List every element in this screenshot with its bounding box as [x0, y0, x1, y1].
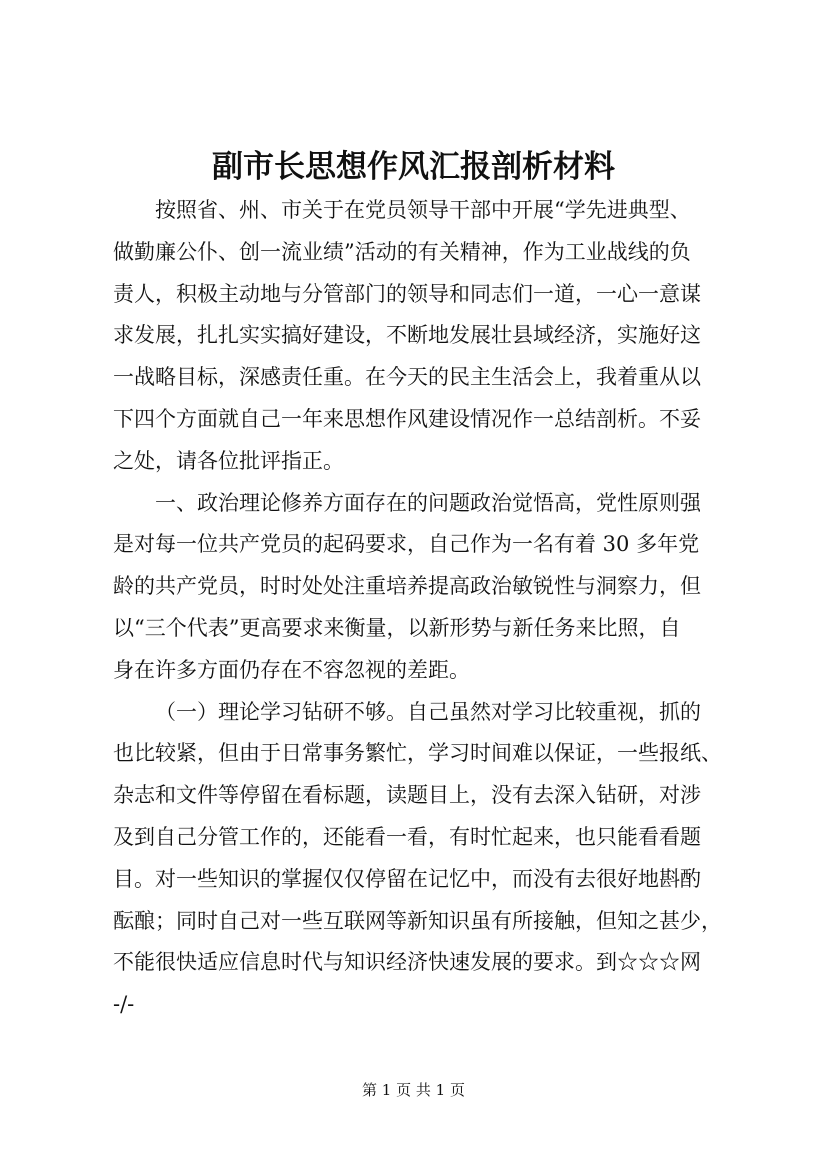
paragraph-line: 做勤廉公仆、创一流业绩”活动的有关精神，作为工业战线的负 — [113, 239, 691, 264]
paragraph-line: 按照省、州、市关于在党员领导干部中开展“学先进典型、 — [155, 198, 691, 222]
paragraph-line: 杂志和文件等停留在看标题，读题目上，没有去深入钻研，对涉 — [113, 783, 701, 808]
paragraph-line: 及到自己分管工作的，还能看一看，有时忙起来，也只能看看题 — [113, 824, 701, 849]
document-body — [113, 190, 725, 1026]
paragraph-line: 下四个方面就自己一年来思想作风建设情况作一总结剖析。不妥 — [113, 406, 701, 431]
paragraph-line: 以“三个代表”更高要求来衡量，以新形势与新任务来比照，自 — [113, 615, 681, 640]
paragraph-line: 求发展，扎扎实实搞好建设，不断地发展壮县域经济，实施好这 — [113, 323, 701, 348]
paragraph-line: 责人，积极主动地与分管部门的领导和同志们一道，一心一意谋 — [113, 281, 701, 306]
paragraph-line: 也比较紧，但由于日常事务繁忙，学习时间难以保证，一些报纸、 — [113, 741, 722, 766]
paragraph-line: （一）理论学习钻研不够。自己虽然对学习比较重视，抓的 — [155, 699, 701, 724]
paragraph-line: 一战略目标，深感责任重。在今天的民主生活会上，我着重从以 — [113, 365, 701, 390]
document-title: 副市长思想作风汇报剖析材料 — [212, 149, 615, 185]
paragraph-line: 不能很快适应信息时代与知识经济快速发展的要求。到☆☆☆网 — [113, 950, 701, 975]
paragraph-line: 龄的共产党员，时时处处注重培养提高政治敏锐性与洞察力，但 — [113, 574, 701, 599]
paragraph-line: 酝酿；同时自己对一些互联网等新知识虽有所接触，但知之甚少， — [113, 908, 722, 933]
paragraph-line: 之处，请各位批评指正。 — [113, 448, 344, 473]
paragraph-line: 目。对一些知识的掌握仅仅停留在记忆中，而没有去很好地斟酌 — [113, 866, 701, 891]
paragraph-line: -/- — [113, 992, 135, 1017]
paragraph-line: 身在许多方面仍存在不容忽视的差距。 — [113, 657, 470, 682]
paragraph-line: 是对每一位共产党员的起码要求，自己作为一名有着 30 多年党 — [113, 532, 700, 557]
paragraph-line: 一、政治理论修养方面存在的问题政治觉悟高，党性原则强 — [155, 490, 701, 515]
page-footer: 第 1 页 共 1 页 — [362, 1081, 465, 1099]
